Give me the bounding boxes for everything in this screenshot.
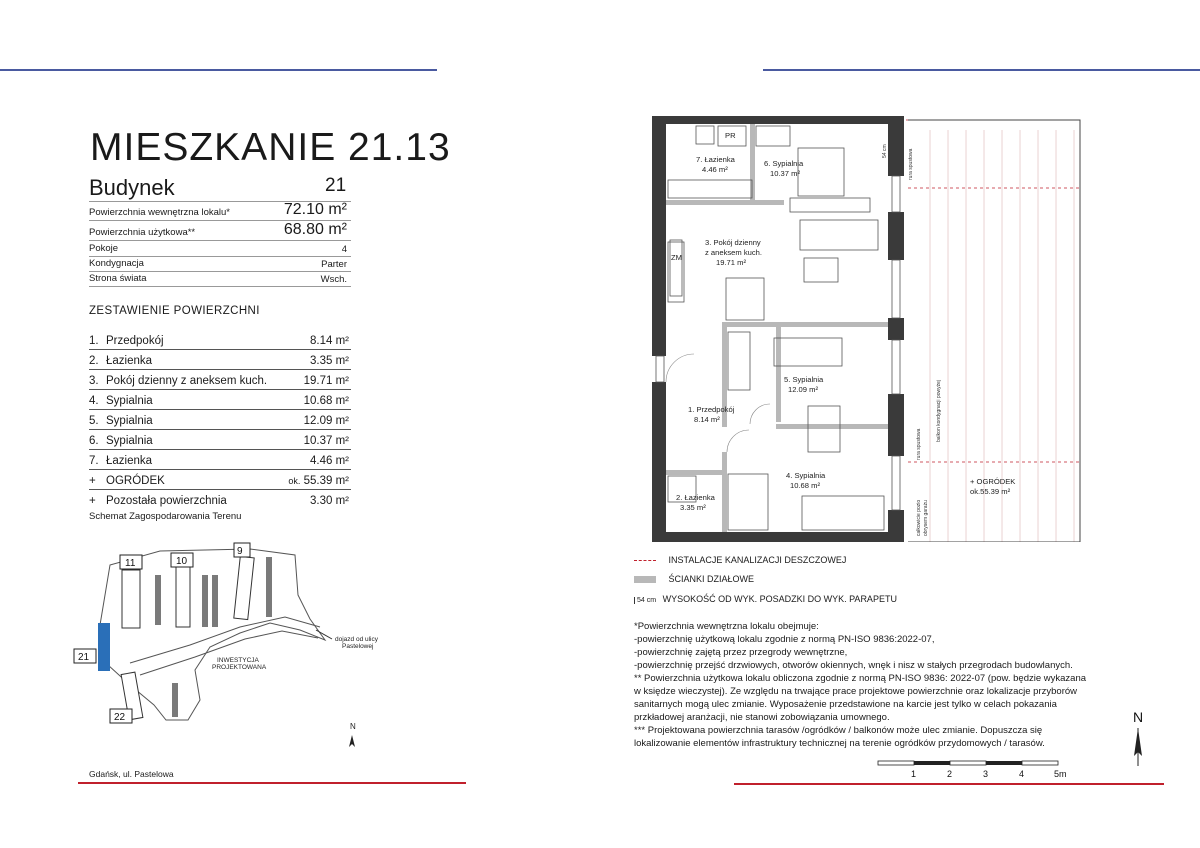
room-area: 10.37 m² [303, 435, 349, 447]
building-number: 9 [237, 546, 243, 557]
fridge [668, 242, 684, 302]
building-shape [234, 556, 254, 619]
exterior-wall [888, 116, 904, 176]
side-note: całkowicie pozio [916, 499, 922, 536]
room-row [89, 450, 351, 470]
prop-label: Pokoje [89, 243, 119, 254]
north-arrow-icon [349, 735, 355, 747]
prop-row [89, 272, 351, 287]
sofa [800, 220, 878, 250]
room-area-wrap [288, 475, 349, 487]
rooms-heading: ZESTAWIENIE POWIERZCHNI [89, 305, 260, 317]
bottom-rule-left [78, 782, 466, 784]
room-name: Przedpokój [106, 335, 164, 347]
top-rule-right [763, 69, 1200, 71]
sill-mark: 54 cm [882, 144, 888, 158]
room-area: 19.71 m² [716, 258, 746, 267]
garden-area: ok.55.39 m² [970, 487, 1011, 496]
prop-value: 72.10 m² [283, 201, 347, 218]
prop-row [89, 221, 351, 241]
note-line: *** Projektowana powierzchnia tarasów /ogródków / balkonów może ulec zmianie. Dopuszcza się [634, 725, 1043, 736]
partition-wall [750, 124, 755, 202]
parking-strip [266, 557, 272, 617]
parking-strip [155, 575, 161, 625]
building-number: 21 [78, 652, 90, 663]
building-number: 22 [114, 712, 126, 723]
scale-tick: 5m [1054, 769, 1067, 779]
room-row [89, 370, 351, 390]
building-number: 11 [125, 558, 136, 569]
page-title: MIESZKANIE 21.13 [90, 126, 451, 169]
exterior-wall [652, 532, 904, 542]
note-line: lokalizowanie elementów infrastruktury technicznej na terenie ogródków przydomowych / tarasów. [634, 738, 1045, 749]
room-name: Sypialnia [106, 415, 153, 427]
scale-tick: 4 [1019, 769, 1025, 779]
room-num: 1. [89, 335, 99, 347]
prop-value: 4 [341, 244, 347, 255]
prop-label: Strona świata [89, 273, 147, 284]
cabinet [670, 240, 682, 296]
room-name: Łazienka [106, 455, 153, 467]
north-arrow [1124, 708, 1154, 768]
building-21-highlight [98, 623, 110, 671]
prop-row [89, 203, 351, 221]
wardrobe [728, 332, 750, 390]
partition-wall [666, 200, 784, 205]
side-note: rura spustowa [908, 148, 914, 180]
legend-drain [634, 555, 846, 565]
parking-strip [172, 683, 178, 717]
room-row [89, 470, 351, 490]
note-line: *Powierzchnia wewnętrzna lokalu obejmuje: [634, 621, 819, 632]
desk [790, 198, 870, 212]
side-note: balkon kondygnacji powyżej [936, 380, 942, 442]
room-area: 8.14 m² [310, 335, 349, 347]
legend-drain-swatch [634, 560, 656, 561]
bottom-rule-right [734, 783, 1164, 785]
scale-bar [874, 758, 1084, 780]
door-swing [750, 404, 770, 424]
room-row [89, 390, 351, 410]
legend-drain-label: INSTALACJE KANALIZACJI DESZCZOWEJ [668, 555, 847, 565]
floor-plan [630, 112, 1090, 542]
note-line: ** Powierzchnia użytkowa lokalu obliczona zgodnie z normą PN-ISO 9836: 2022-07 (pow. będzie wykazana [634, 673, 1087, 684]
legend-walls-label: ŚCIANKI DZIAŁOWE [668, 574, 755, 584]
prop-value: Wsch. [320, 274, 347, 285]
location-text: Gdańsk, ul. Pastelowa [89, 769, 174, 779]
site-plan-title: Schemat Zagospodarowania Terenu [89, 511, 242, 522]
zm-label: ZM [671, 253, 682, 262]
scale-segment [986, 761, 1022, 765]
bed [774, 338, 842, 366]
access-label: Pastelowej [342, 643, 374, 650]
building-value: 21 [325, 175, 347, 196]
room-label: z aneksem kuch. [705, 248, 762, 257]
side-note: obrysem garażu [923, 500, 929, 536]
room-row [89, 330, 351, 350]
top-rule-left [0, 69, 437, 71]
room-area: 19.71 m² [303, 375, 349, 387]
note-line: sanitarnych mogą ulec zmianie. Wyposażenie przedstawione na karcie jest tylko w celach pokazania [634, 699, 1057, 710]
room-row [89, 350, 351, 370]
room-num: 6. [89, 435, 99, 447]
room-area-prefix: ok. [288, 476, 301, 486]
partition-wall [776, 424, 888, 429]
room-area: 12.09 m² [788, 385, 818, 394]
room-num: + [89, 475, 96, 487]
room-area: 4.46 m² [310, 455, 349, 467]
room-area: 10.68 m² [790, 481, 820, 490]
kitchen-counter [668, 180, 752, 198]
room-name: OGRÓDEK [106, 475, 165, 487]
scale-tick: 3 [983, 769, 989, 779]
prop-label: Powierzchnia użytkowa** [89, 227, 196, 238]
road-label: PROJEKTOWANA [212, 664, 267, 671]
prop-value: 68.80 m² [283, 221, 347, 238]
note-line: -powierzchnię zajętą przez przegrody wewnętrzne, [634, 647, 848, 658]
exterior-wall [888, 394, 904, 456]
building-number: 10 [176, 556, 188, 567]
door-swing [727, 430, 749, 452]
exterior-wall [652, 382, 666, 542]
access-label: dojazd od ulicy [335, 636, 378, 643]
room-name: Pokój dzienny z aneksem kuch. [106, 375, 268, 387]
partition-wall [776, 327, 781, 422]
sink [696, 126, 714, 144]
entrance-door [656, 356, 664, 382]
door-swing [666, 354, 694, 382]
room-area: 4.46 m² [702, 165, 728, 174]
exterior-wall [652, 116, 904, 124]
room-num: + [89, 495, 96, 507]
legend-walls [634, 574, 754, 584]
north-label: N [1133, 709, 1144, 725]
legend-sill-label: WYSOKOŚĆ OD WYK. POSADZKI DO WYK. PARAPETU [662, 594, 897, 604]
scale-tick: 2 [947, 769, 953, 779]
room-label: 1. Przedpokój [688, 405, 735, 414]
building-label: Budynek [89, 175, 175, 200]
exterior-wall [652, 116, 666, 356]
note-line: w księdze wieczystej). Ze względu na trwające prace projektowe powierzchnie oraz lokalizacje przyborów [634, 686, 1077, 697]
prop-row [89, 241, 351, 257]
room-area: 3.35 m² [310, 355, 349, 367]
room-label: 5. Sypialnia [784, 375, 824, 384]
window [892, 176, 900, 212]
scale-segment [878, 761, 914, 765]
notes-block [634, 620, 1154, 750]
room-name: Łazienka [106, 355, 153, 367]
dining-table [726, 278, 764, 320]
room-num: 3. [89, 375, 99, 387]
room-label: 3. Pokój dzienny [705, 238, 761, 247]
room-num: 5. [89, 415, 99, 427]
room-row [89, 490, 351, 509]
legend-walls-swatch [634, 576, 656, 583]
prop-label: Kondygnacja [89, 258, 144, 269]
room-area: 12.09 m² [303, 415, 349, 427]
room-num: 4. [89, 395, 99, 407]
note-line: przkładowej aranżacji, nie stanowi zobowiązania umownego. [634, 712, 890, 723]
prop-row [89, 257, 351, 272]
bed [798, 148, 844, 196]
pr-label: PR [725, 131, 736, 140]
building-shape [122, 570, 140, 628]
room-label: 4. Sypialnia [786, 471, 826, 480]
room-area: 3.35 m² [680, 503, 706, 512]
room-name: Pozostała powierzchnia [106, 495, 227, 507]
garden-label: + OGRÓDEK [970, 477, 1016, 486]
room-area: 10.37 m² [770, 169, 800, 178]
legend-sill [634, 594, 897, 604]
window [892, 456, 900, 510]
wardrobe [756, 126, 790, 146]
parking-strip [212, 575, 218, 627]
parking-strip [202, 575, 208, 627]
window [892, 260, 900, 318]
partition-wall [722, 452, 727, 532]
prop-label: Powierzchnia wewnętrzna lokalu* [89, 207, 230, 218]
north-arrow-icon [1134, 728, 1142, 756]
room-num: 7. [89, 455, 99, 467]
rooms-table [89, 330, 351, 509]
exterior-wall [888, 510, 904, 534]
scale-segment [1022, 761, 1058, 765]
partition-wall [722, 322, 888, 327]
shower [728, 474, 768, 530]
bed [802, 496, 884, 530]
legend-sill-mark: 54 cm [634, 597, 656, 604]
north-label: N [350, 722, 356, 731]
room-area: 3.30 m² [310, 495, 349, 507]
scale-segment [950, 761, 986, 765]
road-label: INWESTYCJA [217, 657, 259, 664]
room-name: Sypialnia [106, 395, 153, 407]
exterior-wall [888, 212, 904, 260]
room-name: Sypialnia [106, 435, 153, 447]
scale-segment [914, 761, 950, 765]
room-label: 7. Łazienka [696, 155, 735, 164]
building-shape [176, 565, 190, 627]
note-line: -powierzchnię użytkową lokalu zgodnie z normą PN-ISO 9836:2022-07, [634, 634, 935, 645]
window [892, 340, 900, 394]
coffee-table [804, 258, 838, 282]
scale-tick: 1 [911, 769, 917, 779]
room-area: 55.39 m² [303, 475, 349, 487]
room-area: 10.68 m² [303, 395, 349, 407]
partition-wall [666, 470, 722, 475]
room-row [89, 430, 351, 450]
site-plan-map [70, 535, 400, 765]
note-line: -powierzchnię przejść drzwiowych, otworów okiennych, wnęk i nisz w stałych przegrodach budowlanych. [634, 660, 1073, 671]
room-row [89, 410, 351, 430]
exterior-wall [888, 318, 904, 340]
side-note: rura spustowa [916, 428, 922, 460]
room-area: 8.14 m² [694, 415, 720, 424]
room-label: 6. Sypialnia [764, 159, 804, 168]
room-label: 2. Łazienka [676, 493, 715, 502]
prop-value: Parter [321, 259, 347, 270]
room-num: 2. [89, 355, 99, 367]
